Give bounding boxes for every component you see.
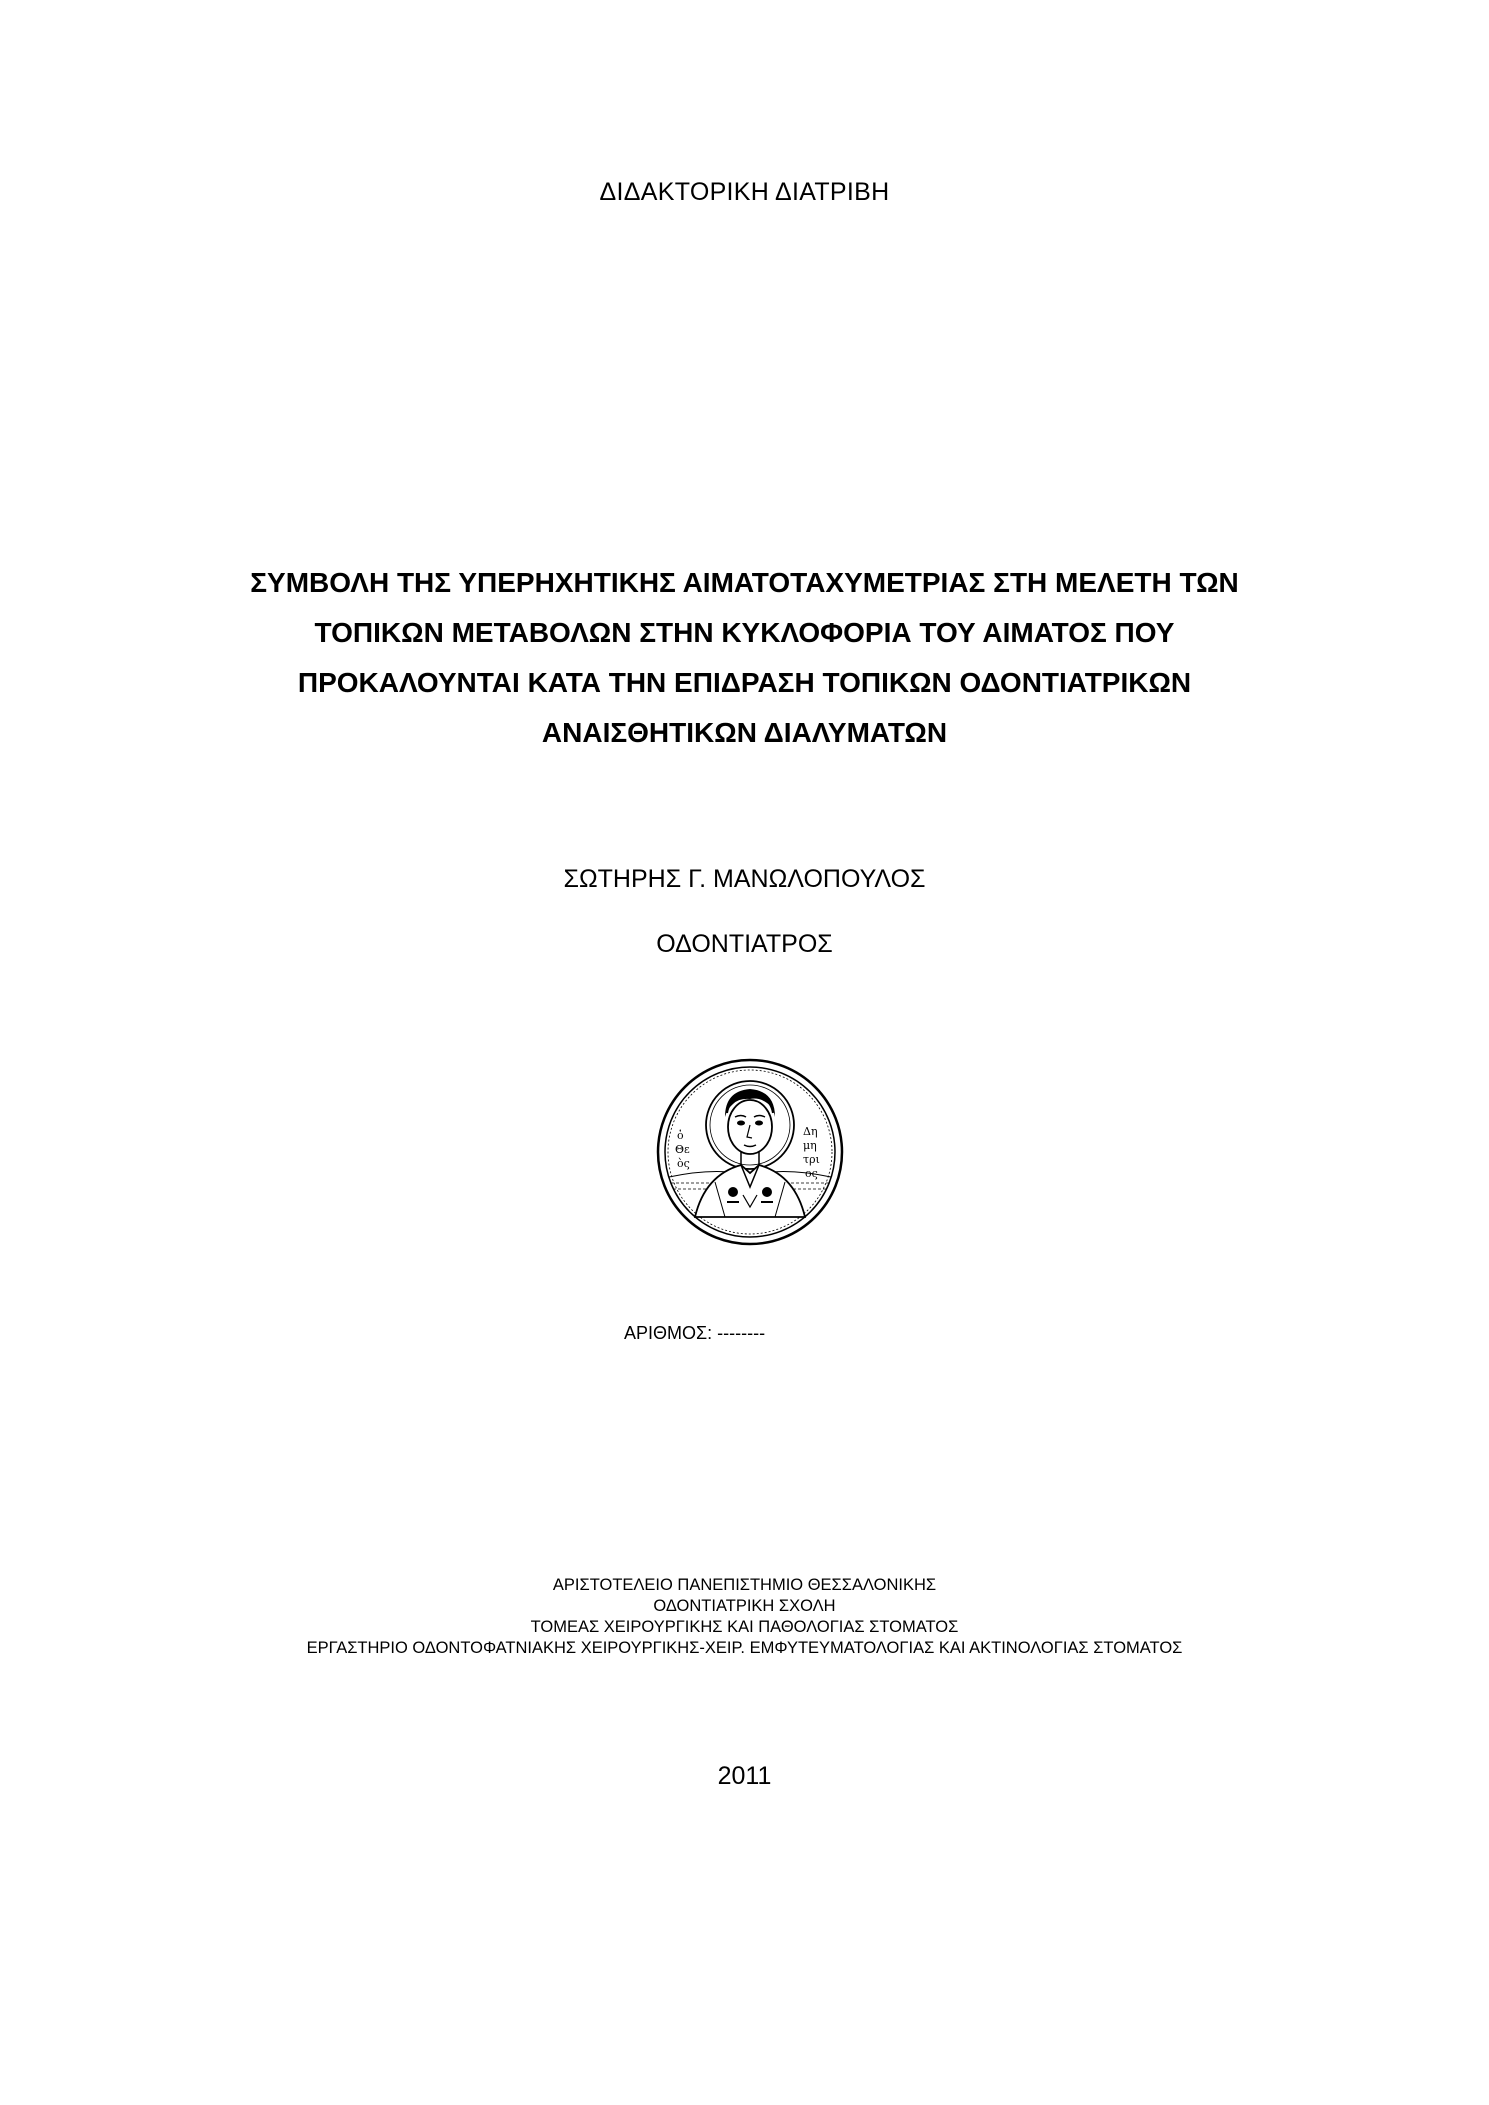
- document-type-label: ΔΙΔΑΚΤΟΡΙΚΗ ΔΙΑΤΡΙΒΗ: [599, 178, 890, 206]
- institution-department: ΤΟΜΕΑΣ ΧΕΙΡΟΥΡΓΙΚΗΣ ΚΑΙ ΠΑΘΟΛΟΓΙΑΣ ΣΤΟΜΑΤΟΣ: [530, 1618, 959, 1636]
- svg-text:ὁ: ὁ: [677, 1129, 684, 1142]
- svg-text:μη: μη: [803, 1139, 817, 1152]
- institution-laboratory: ΕΡΓΑΣΤΗΡΙΟ ΟΔΟΝΤΟΦΑΤΝΙΑΚΗΣ ΧΕΙΡΟΥΡΓΙΚΗΣ-ΧΕΙΡ. ΕΜΦΥΤΕΥΜΑΤΟΛΟΓΙΑΣ ΚΑΙ ΑΚΤΙΝΟΛΟΓΙΑΣ ΣΤΟΜΑΤΟΣ: [306, 1639, 1183, 1657]
- title-line-4: ΑΝΑΙΣΘΗΤΙΚΩΝ ΔΙΑΛΥΜΑΤΩΝ: [541, 717, 948, 748]
- svg-text:ος: ος: [805, 1167, 818, 1180]
- institution-university: ΑΡΙΣΤΟΤΕΛΕΙΟ ΠΑΝΕΠΙΣΤΗΜΙΟ ΘΕΣΣΑΛΟΝΙΚΗΣ: [552, 1576, 937, 1594]
- thesis-title: [0, 558, 1489, 758]
- university-seal-icon: [655, 1057, 845, 1247]
- svg-text:τρι: τρι: [803, 1153, 820, 1166]
- title-line-1: ΣΥΜΒΟΛΗ ΤΗΣ ΥΠΕΡΗΧΗΤΙΚΗΣ ΑΙΜΑΤΟΤΑΧΥΜΕΤΡΙΑΣ ΣΤΗ ΜΕΛΕΤΗ ΤΩΝ: [250, 567, 1239, 598]
- publication-year: 2011: [717, 1762, 772, 1790]
- title-line-2: ΤΟΠΙΚΩΝ ΜΕΤΑΒΟΛΩΝ ΣΤΗΝ ΚΥΚΛΟΦΟΡΙΑ ΤΟΥ ΑΙΜΑΤΟΣ ΠΟΥ: [314, 617, 1175, 648]
- title-line-3: ΠΡΟΚΑΛΟΥΝΤΑΙ ΚΑΤΑ ΤΗΝ ΕΠΙΔΡΑΣΗ ΤΟΠΙΚΩΝ ΟΔΟΝΤΙΑΤΡΙΚΩΝ: [297, 667, 1192, 698]
- svg-text:Δη: Δη: [803, 1125, 818, 1138]
- thesis-number: ΑΡΙΘΜΟΣ: --------: [624, 1323, 766, 1343]
- svg-text:Θε: Θε: [675, 1143, 690, 1156]
- institution-school: ΟΔΟΝΤΙΑΤΡΙΚΗ ΣΧΟΛΗ: [653, 1597, 836, 1615]
- institution-block: [0, 1575, 1489, 1659]
- svg-text:ὸς: ὸς: [677, 1157, 690, 1170]
- author-profession: ΟΔΟΝΤΙΑΤΡΟΣ: [656, 930, 833, 958]
- author-name: ΣΩΤΗΡΗΣ Γ. ΜΑΝΩΛΟΠΟΥΛΟΣ: [563, 865, 926, 893]
